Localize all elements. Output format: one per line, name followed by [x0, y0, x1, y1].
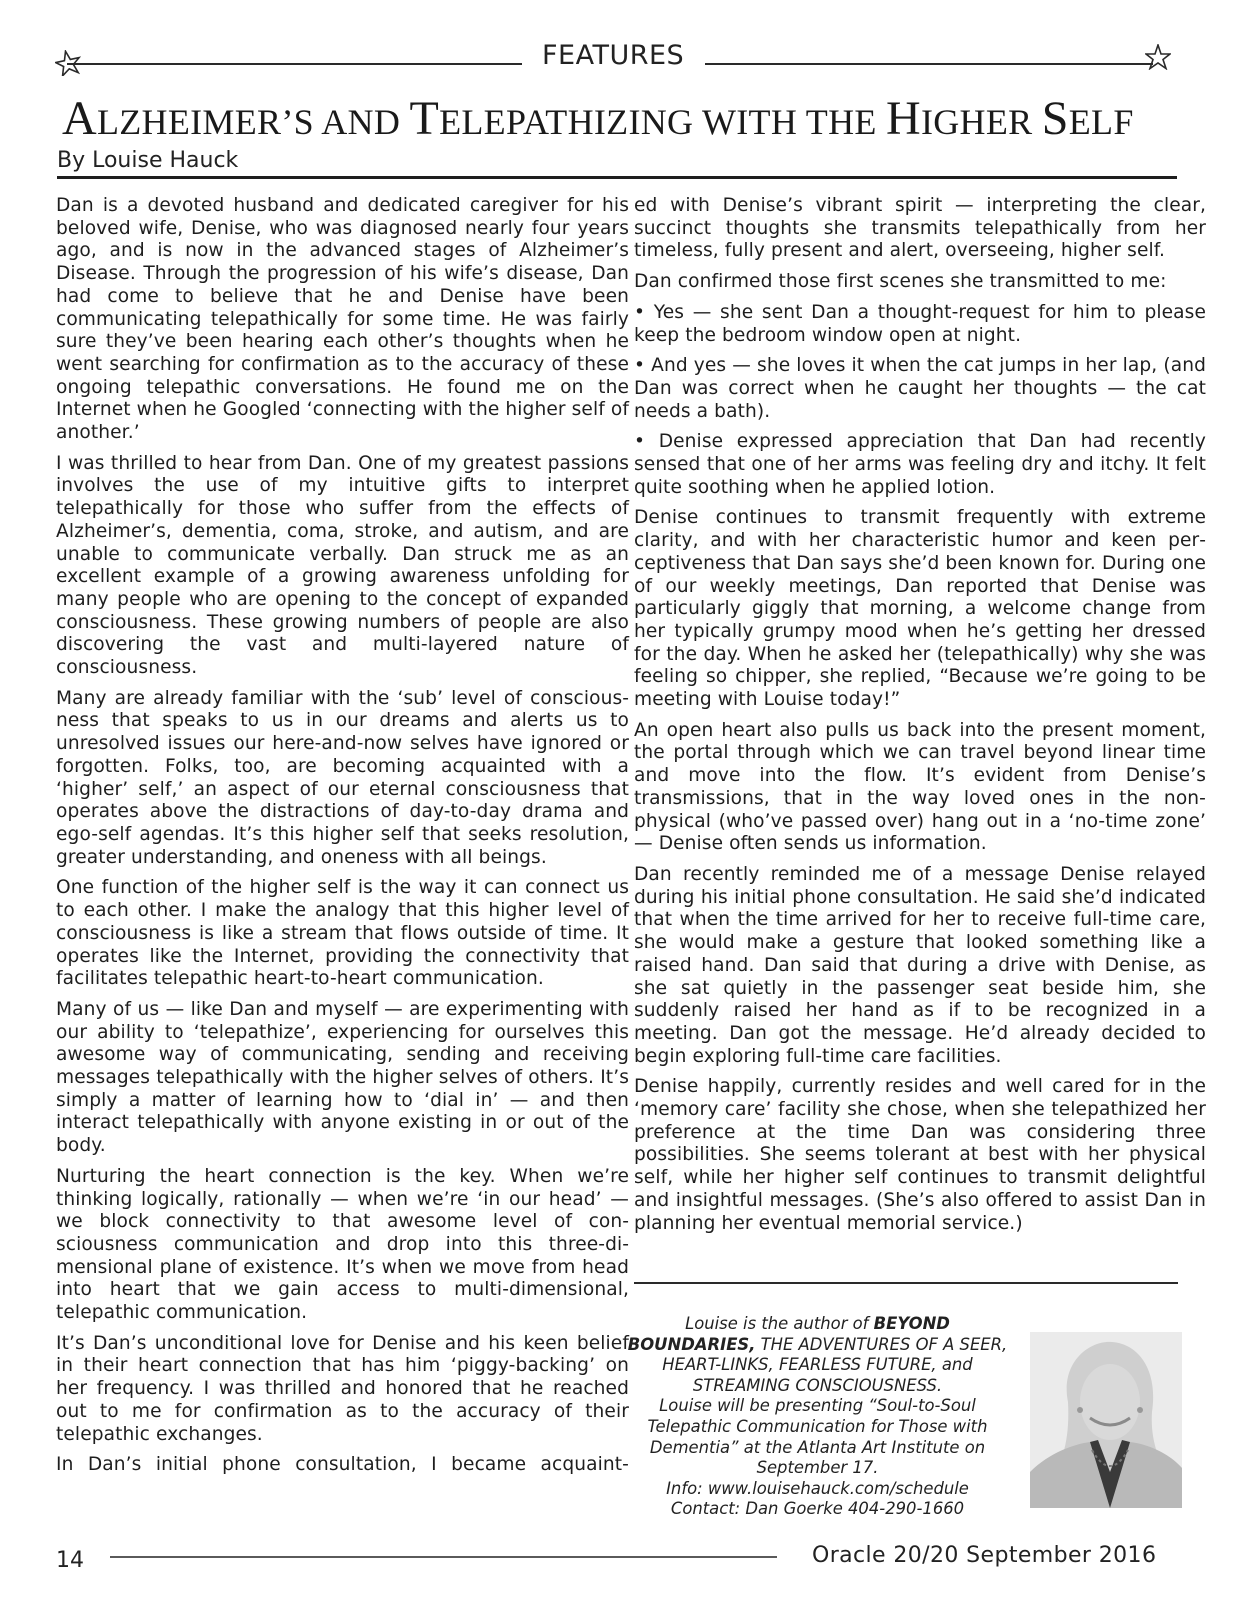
article-paragraph: • And yes — she loves it when the cat jumps in her lap, (and Dan was correct when he caught her thoughts — the cat needs a bath). — [634, 355, 1206, 422]
article-paragraph: • Yes — she sent Dan a thought-request for him to please keep the bedroom window open at night. — [634, 301, 1206, 346]
title-fragment: ELEPATHIZING WITH THE — [439, 102, 886, 142]
article-paragraph: • Denise expressed appreciation that Dan had recently sensed that one of her arms was feeling dry and itchy. It felt quite soothing when he applied lotion. — [634, 431, 1206, 498]
bio-intro: Louise is the author of — [685, 1314, 874, 1333]
article-paragraph: In Dan’s initial phone consultation, I became acquaint- — [56, 1454, 629, 1476]
author-bio — [620, 1314, 1015, 1520]
article-paragraph: One function of the higher self is the way it can connect us to each other. I make the analogy that this higher level of consciousness is like a stream that flows outside of time. It operates like the Internet, providing the connectivity that facilitates telepathic heart-to-heart communication. — [56, 877, 629, 990]
article-paragraph: Dan confirmed those first scenes she transmitted to me: — [634, 271, 1167, 293]
article-paragraph: Many are already familiar with the ‘sub’ level of consciousness that speaks to us in our dreams and alerts us to unresolved issues our here-and-now selves have ignored or forgotten. Folks, too, are becoming acquainted with a ‘higher’ self,’ an aspect of our eternal consciousness that operates above the distractions of day-to-day drama and ego-self agendas. It’s this higher self that seeks resolution, greater understanding, and oneness with all beings. — [56, 687, 629, 868]
article-paragraph: Nurturing the heart connection is the key. When we’re thinking logically, rationally — when we’re ‘in our head’ — we block connectivity to that awesome level of consciousness communication and drop into this three-dimensional plane of existence. It’s when we move from head into heart that we gain access to multi-dimensional, telepathic communication. — [56, 1165, 629, 1324]
article-paragraph: ed with Denise’s vibrant spirit — interpreting the clear, succinct thoughts she transmits telepathically from her timeless, fully present and alert, overseeing, higher self. — [634, 195, 1206, 262]
byline-rule — [57, 176, 1177, 179]
bio-divider — [634, 1282, 1178, 1284]
title-fragment: T — [409, 92, 440, 145]
page-number: 14 — [56, 1548, 84, 1573]
bio-books-rest: THE ADVENTURES OF A SEER, HEART-LINKS, FEARLESS FUTURE, and STREAMING CONSCIOUSNESS. — [662, 1334, 1008, 1395]
article-paragraph: Dan recently reminded me of a message Denise relayed during his initial phone consultation. He said she’d indicated that when the time arrived for her to receive full-time care, she would make a gesture that looked something like a raised hand. Dan said that during a drive with Denise, as she sat quietly in the passenger seat beside him, she suddenly raised her hand as if to be recognized in a meeting. Dan got the message. He’d already decided to begin exploring full-time care facilities. — [634, 863, 1206, 1067]
section-label: FEATURES — [542, 40, 685, 71]
publication-issue: Oracle 20/20 September 2016 — [812, 1543, 1157, 1568]
article-paragraph: Denise continues to transmit frequently with extreme clarity, and with her characteristic humor and keen perceptiveness that Dan says she’d been known for. During one of our weekly meetings, Dan reported that Denise was particularly giggly that morning, a welcome change from her typically grumpy mood when he’s getting her dressed for the day. When he asked her (telepathically) why she was feeling so chipper, she replied, “Because we’re going to be meeting with Louise today!” — [634, 507, 1206, 711]
bio-event: Louise will be presenting “Soul-to-Soul Telepathic Communication for Those with Dementia” at the Atlanta Art Institute on September 17. — [647, 1396, 988, 1478]
article-title — [62, 92, 1182, 149]
article-paragraph: I was thrilled to hear from Dan. One of my greatest passions involves the use of my intuitive gifts to interpret telepathically for those who suffer from the effects of Alzheimer’s, dementia, coma, stroke, and autism, and are unable to communicate verbally. Dan struck me as an excellent example of a growing awareness unfolding for many people who are opening to the concept of expanded consciousness. These growing numbers of people are also discovering the vast and multi-layered nature of consciousness. — [56, 452, 629, 679]
bio-contact: Contact: Dan Goerke 404-290-1660 — [670, 1499, 965, 1519]
article-column-right — [634, 195, 1206, 1243]
article-paragraph: Many of us — like Dan and myself — are experimenting with our ability to ‘telepathize’, experiencing for ourselves this awesome way of communicating, sending and receiving messages telepathically with the higher selves of others. It’s simply a matter of learning how to ‘dial in’ — and then interact telepathically with anyone existing in or out of the body. — [56, 998, 629, 1157]
byline: By Louise Hauck — [57, 148, 239, 173]
star-outline-icon — [1145, 44, 1171, 70]
section-header — [55, 36, 1175, 76]
header-rule-left — [67, 63, 522, 65]
article-paragraph: An open heart also pulls us back into the present moment, the portal through which we can travel beyond linear time and move into the flow. It’s evident from Denise’s transmissions, that in the way loved ones in the non-physical (who’ve passed over) hang out in a ‘no-time zone’ — Denise often sends us information. — [634, 719, 1206, 855]
article-paragraph: It’s Dan’s unconditional love for Denise and his keen belief in their heart connection that has him ‘piggy-backing’ on her frequency. I was thrilled and honored that he reached out to me for confirmation as to the accuracy of their telepathic exchanges. — [56, 1332, 629, 1445]
bio-books — [620, 1314, 1015, 1396]
author-photo — [1030, 1332, 1182, 1508]
title-fragment: LZHEIMER’S AND — [96, 102, 410, 142]
title-fragment: A — [62, 92, 97, 145]
title-fragment: H — [885, 92, 921, 145]
author-portrait-image — [1030, 1332, 1182, 1508]
bio-bold-title: BEYOND BOUNDARIES, — [627, 1314, 950, 1354]
article-column-left — [56, 195, 629, 1485]
bio-info-link[interactable]: Info: www.louisehauck.com/schedule — [666, 1478, 969, 1498]
title-fragment: IGHER — [920, 102, 1042, 142]
title-fragment: S — [1041, 92, 1069, 145]
article-paragraph: Denise happily, currently resides and well cared for in the ‘memory care’ facility she chose, when she telepathized her preference at the time Dan was considering three possibilities. She seems tolerant at best with her physical self, while her higher self continues to transmit delightful and insightful messages. (She’s also offered to assist Dan in planning her eventual memorial service.) — [634, 1076, 1206, 1234]
article-paragraph: Dan is a devoted husband and dedicated caregiver for his beloved wife, Denise, who was diagnosed nearly four years ago, and is now in the advanced stages of Alzheimer’s Disease. Through the progression of his wife’s disease, Dan had come to believe that he and Denise have been communicating telepathically for some time. He was fairly sure they’ve been hearing each other’s thoughts when he went searching for confirmation as to the accuracy of these ongoing telepathic conversations. He found me on the Internet when he Googled ‘connecting with the higher self of another.’ — [56, 195, 629, 444]
title-fragment: ELF — [1068, 102, 1134, 142]
header-rule-right — [705, 63, 1153, 65]
footer-rule — [110, 1556, 777, 1558]
